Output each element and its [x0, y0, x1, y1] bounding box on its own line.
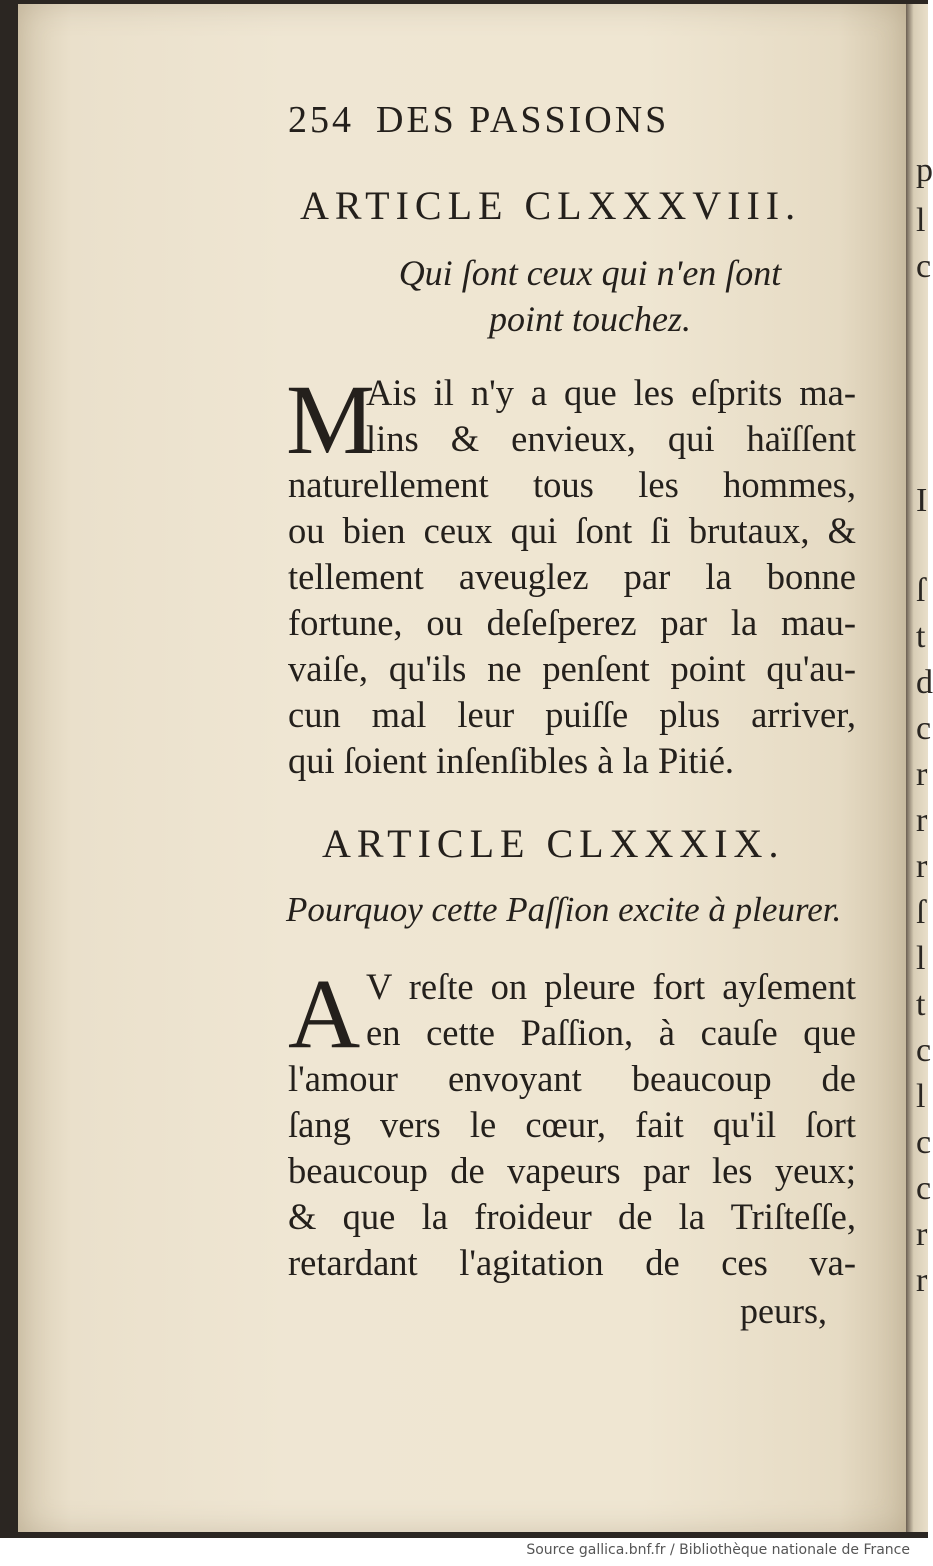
subtitle-line: point touchez. [489, 299, 691, 339]
drop-cap-a: A [288, 958, 361, 1069]
body-line: beaucoup de vapeurs par les yeux; [288, 1150, 856, 1191]
body-line: & que la froideur de la Triſteſſe, [288, 1196, 856, 1237]
next-page-edge: p l c I ſ t d c r r r ſ l t c l c c r r [906, 4, 928, 1532]
subtitle-line: Qui ſont ceux qui n'en ſont [398, 253, 782, 293]
body-line: cun mal leur puiſſe plus arriver, [288, 694, 856, 735]
article-subtitle-189: Pourquoy cette Paſſion excite à pleurer. [286, 890, 842, 929]
drop-cap-m: M [286, 364, 375, 475]
body-line: tellement aveuglez par la bonne [288, 556, 856, 597]
body-line: naturellement tous les hommes, [288, 464, 856, 505]
body-line: retardant l'agitation de ces va- [288, 1242, 856, 1283]
body-line: lins & envieux, qui haïſſent [366, 418, 856, 459]
body-line: fortune, ou deſeſperez par la mau- [288, 602, 856, 643]
source-credit: Source gallica.bnf.fr / Bibliothèque nationale de France [526, 1542, 910, 1558]
running-head [288, 98, 669, 142]
page-number: 254 [288, 99, 354, 141]
article-189-body [288, 958, 856, 1286]
catchword: peurs, [740, 1291, 827, 1331]
article-subtitle-188 [320, 250, 860, 342]
article-heading-189: ARTICLE CLXXXIX. [322, 821, 785, 866]
article-heading-188: ARTICLE CLXXXVIII. [300, 183, 802, 228]
article-188-body [286, 364, 856, 784]
body-line: l'amour envoyant beaucoup de [288, 1058, 856, 1099]
body-line: qui ſoient inſenſibles à la Pitié. [288, 740, 735, 781]
body-line: V reſte on pleure fort ayſement [366, 966, 856, 1007]
running-head-title: DES PASSIONS [376, 99, 670, 141]
body-line: en cette Paſſion, à cauſe que [366, 1012, 856, 1053]
body-line: Ais il n'y a que les eſprits ma- [366, 372, 856, 413]
body-line: ſang vers le cœur, fait qu'il ſort [288, 1104, 856, 1145]
body-line: vaiſe, qu'ils ne penſent point qu'au- [288, 648, 856, 689]
body-line: ou bien ceux qui ſont ſi brutaux, & [288, 510, 856, 551]
